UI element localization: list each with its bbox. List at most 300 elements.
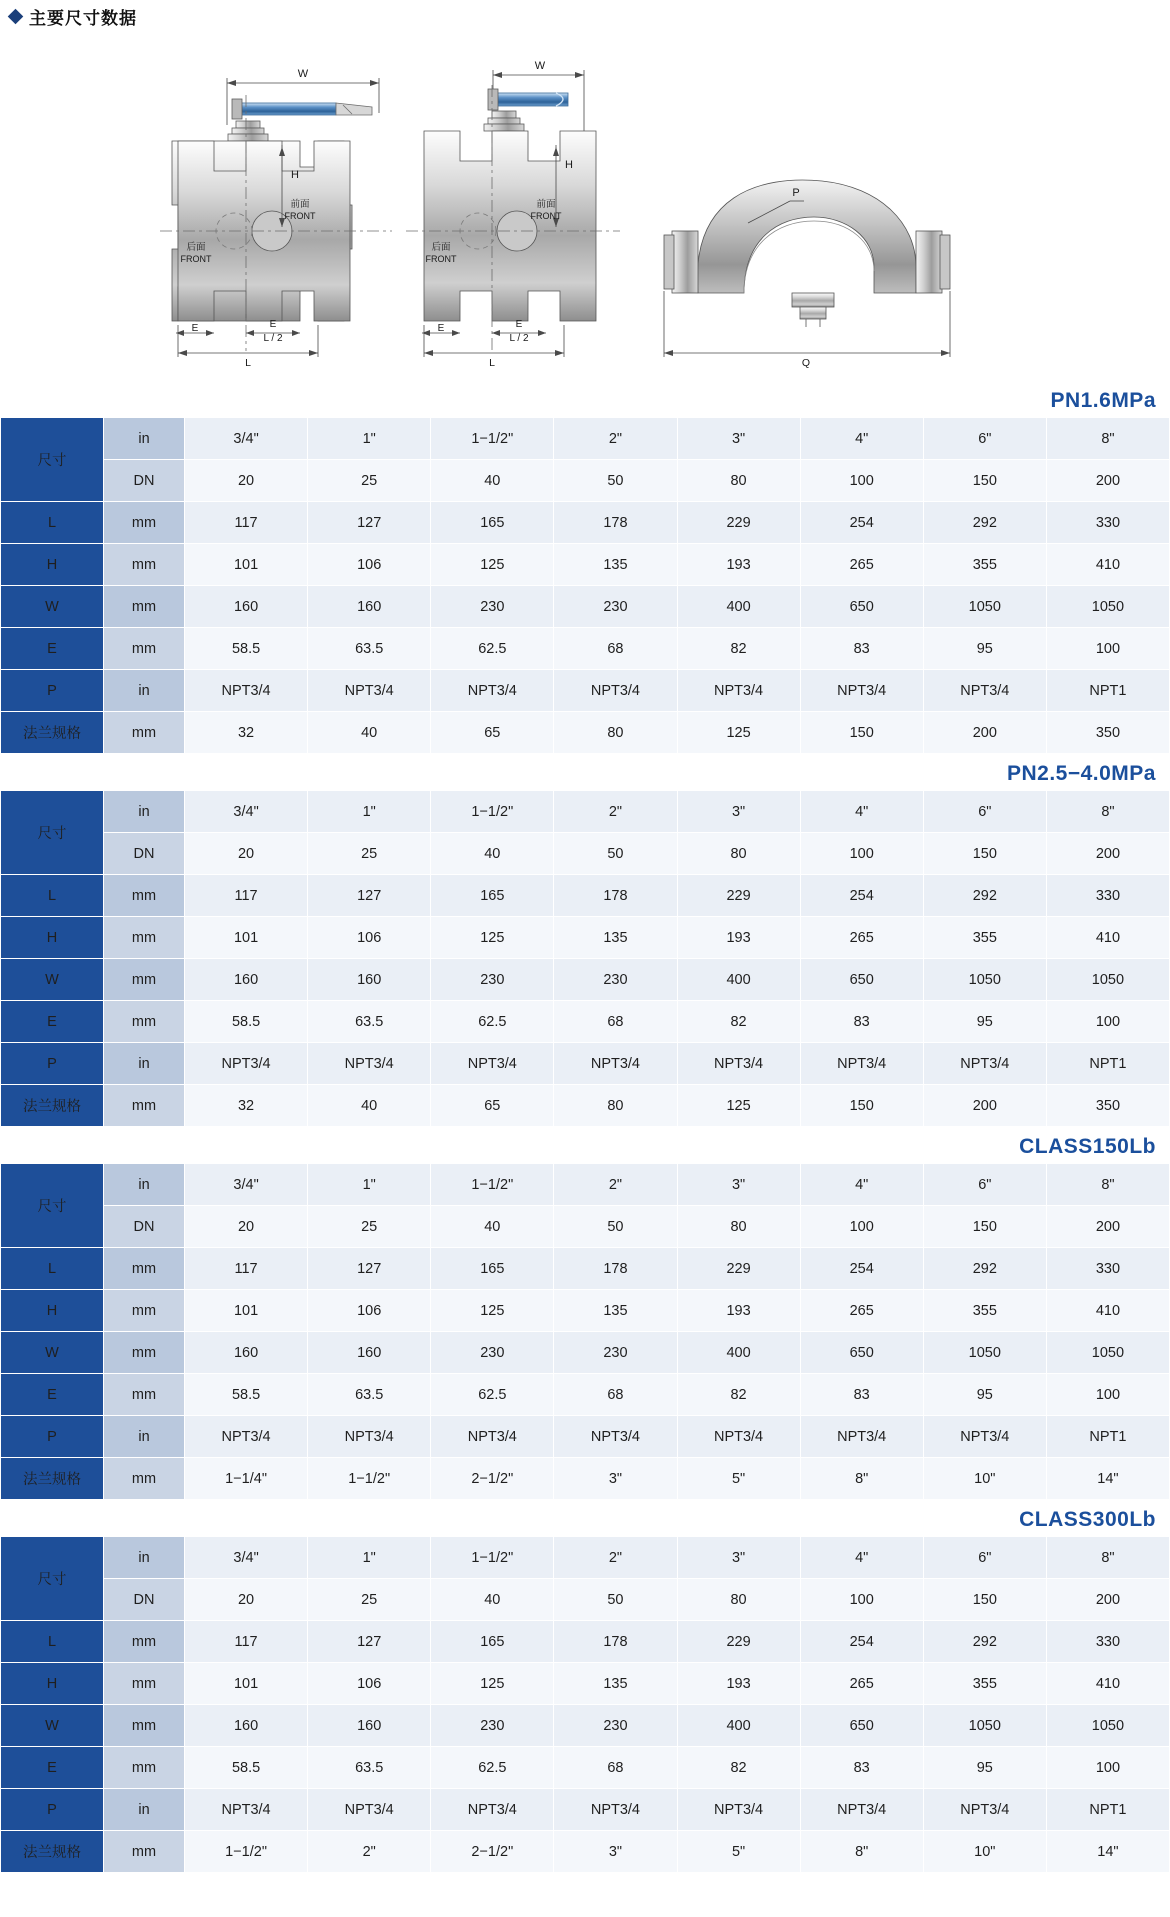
row-label: W bbox=[1, 1332, 104, 1374]
table-cell: 20 bbox=[185, 460, 308, 502]
dimension-table bbox=[0, 1163, 1170, 1500]
table-cell: 1050 bbox=[923, 586, 1046, 628]
table-cell: 2" bbox=[554, 791, 677, 833]
table-cell: NPT3/4 bbox=[185, 1043, 308, 1085]
table-cell: 200 bbox=[1046, 1206, 1169, 1248]
table-cell: 100 bbox=[800, 460, 923, 502]
table-cell: 100 bbox=[1046, 1374, 1169, 1416]
row-unit: mm bbox=[104, 1458, 185, 1500]
row-unit: mm bbox=[104, 959, 185, 1001]
table-cell: 230 bbox=[554, 1332, 677, 1374]
svg-text:H: H bbox=[291, 169, 299, 181]
table-cell: 62.5 bbox=[431, 628, 554, 670]
row-unit: mm bbox=[104, 712, 185, 754]
table-cell: 63.5 bbox=[308, 628, 431, 670]
row-label: E bbox=[1, 1374, 104, 1416]
dimension-tables bbox=[0, 383, 1170, 1873]
svg-text:E: E bbox=[269, 319, 277, 330]
table-cell: 80 bbox=[677, 1206, 800, 1248]
row-label: E bbox=[1, 1001, 104, 1043]
table-cell: 117 bbox=[185, 1621, 308, 1663]
row-label: 尺寸 bbox=[1, 418, 104, 502]
table-cell: 350 bbox=[1046, 712, 1169, 754]
table-cell: 62.5 bbox=[431, 1001, 554, 1043]
table-title: PN1.6MPa bbox=[1050, 389, 1156, 412]
table-cell: 5" bbox=[677, 1458, 800, 1500]
table-cell: 58.5 bbox=[185, 1374, 308, 1416]
row-unit: mm bbox=[104, 1332, 185, 1374]
table-cell: 95 bbox=[923, 1374, 1046, 1416]
table-cell: NPT3/4 bbox=[677, 1416, 800, 1458]
table-cell: 165 bbox=[431, 1248, 554, 1290]
row-unit: mm bbox=[104, 1705, 185, 1747]
row-label: P bbox=[1, 1416, 104, 1458]
table-cell: NPT3/4 bbox=[431, 670, 554, 712]
row-unit: mm bbox=[104, 544, 185, 586]
svg-text:P: P bbox=[792, 187, 800, 199]
table-cell: 350 bbox=[1046, 1085, 1169, 1127]
table-cell: 4" bbox=[800, 791, 923, 833]
table-cell: 68 bbox=[554, 1747, 677, 1789]
table-cell: 125 bbox=[431, 544, 554, 586]
table-cell: 8" bbox=[800, 1831, 923, 1873]
table-cell: 193 bbox=[677, 544, 800, 586]
table-cell: 20 bbox=[185, 833, 308, 875]
table-cell: 1−1/2" bbox=[431, 1164, 554, 1206]
table-cell: 230 bbox=[431, 959, 554, 1001]
table-cell: 400 bbox=[677, 959, 800, 1001]
svg-text:FRONT: FRONT bbox=[530, 211, 562, 221]
table-cell: 10" bbox=[923, 1831, 1046, 1873]
table-cell: 58.5 bbox=[185, 1747, 308, 1789]
svg-text:前面: 前面 bbox=[290, 199, 310, 210]
table-cell: NPT3/4 bbox=[308, 1416, 431, 1458]
table-row bbox=[1, 1374, 1170, 1416]
table-row bbox=[1, 1663, 1170, 1705]
dimension-table-block bbox=[0, 383, 1170, 754]
table-cell: 230 bbox=[554, 586, 677, 628]
table-cell: 63.5 bbox=[308, 1001, 431, 1043]
table-cell: 265 bbox=[800, 917, 923, 959]
table-cell: 58.5 bbox=[185, 1001, 308, 1043]
table-row bbox=[1, 502, 1170, 544]
table-cell: 117 bbox=[185, 875, 308, 917]
row-unit: mm bbox=[104, 628, 185, 670]
svg-text:后面: 后面 bbox=[186, 242, 206, 253]
table-cell: 230 bbox=[554, 1705, 677, 1747]
table-cell: 50 bbox=[554, 1579, 677, 1621]
row-unit: in bbox=[104, 1164, 185, 1206]
table-row bbox=[1, 1043, 1170, 1085]
table-row bbox=[1, 917, 1170, 959]
table-cell: 82 bbox=[677, 1747, 800, 1789]
table-cell: NPT3/4 bbox=[431, 1043, 554, 1085]
row-label: P bbox=[1, 1789, 104, 1831]
table-row bbox=[1, 1001, 1170, 1043]
table-cell: 100 bbox=[1046, 628, 1169, 670]
table-row bbox=[1, 628, 1170, 670]
table-cell: 68 bbox=[554, 628, 677, 670]
table-cell: 8" bbox=[1046, 1164, 1169, 1206]
table-cell: 410 bbox=[1046, 917, 1169, 959]
table-cell: 1" bbox=[308, 791, 431, 833]
table-cell: 254 bbox=[800, 1248, 923, 1290]
table-cell: 229 bbox=[677, 875, 800, 917]
table-cell: 229 bbox=[677, 1621, 800, 1663]
table-row bbox=[1, 1416, 1170, 1458]
table-cell: 6" bbox=[923, 1164, 1046, 1206]
table-cell: 229 bbox=[677, 502, 800, 544]
table-cell: 125 bbox=[677, 712, 800, 754]
table-cell: 20 bbox=[185, 1206, 308, 1248]
table-cell: 292 bbox=[923, 875, 1046, 917]
table-row bbox=[1, 1579, 1170, 1621]
table-title: CLASS150Lb bbox=[1019, 1135, 1156, 1158]
diamond-icon bbox=[8, 9, 24, 25]
row-unit: DN bbox=[104, 833, 185, 875]
table-cell: 25 bbox=[308, 1579, 431, 1621]
svg-text:FRONT: FRONT bbox=[284, 211, 316, 221]
table-cell: NPT3/4 bbox=[554, 1416, 677, 1458]
table-cell: 8" bbox=[1046, 418, 1169, 460]
table-cell: 650 bbox=[800, 959, 923, 1001]
table-cell: 82 bbox=[677, 1001, 800, 1043]
table-cell: 127 bbox=[308, 1248, 431, 1290]
table-cell: 160 bbox=[308, 1705, 431, 1747]
table-cell: 125 bbox=[431, 1663, 554, 1705]
table-cell: 82 bbox=[677, 628, 800, 670]
table-cell: 1−1/2" bbox=[431, 1537, 554, 1579]
row-unit: in bbox=[104, 1537, 185, 1579]
table-title: CLASS300Lb bbox=[1019, 1508, 1156, 1531]
table-cell: 65 bbox=[431, 712, 554, 754]
table-cell: 3/4" bbox=[185, 1537, 308, 1579]
row-unit: mm bbox=[104, 1621, 185, 1663]
row-unit: mm bbox=[104, 586, 185, 628]
table-cell: 1050 bbox=[1046, 1332, 1169, 1374]
table-row bbox=[1, 959, 1170, 1001]
table-cell: 58.5 bbox=[185, 628, 308, 670]
table-cell: 1050 bbox=[923, 1332, 1046, 1374]
table-cell: 160 bbox=[185, 1705, 308, 1747]
table-cell: NPT3/4 bbox=[308, 1789, 431, 1831]
table-cell: 106 bbox=[308, 544, 431, 586]
table-cell: 8" bbox=[1046, 791, 1169, 833]
table-cell: NPT3/4 bbox=[923, 1043, 1046, 1085]
table-cell: NPT3/4 bbox=[923, 1416, 1046, 1458]
table-cell: 106 bbox=[308, 1290, 431, 1332]
table-cell: 95 bbox=[923, 1747, 1046, 1789]
table-cell: 40 bbox=[431, 460, 554, 502]
table-cell: 165 bbox=[431, 1621, 554, 1663]
table-cell: 95 bbox=[923, 1001, 1046, 1043]
table-row bbox=[1, 1085, 1170, 1127]
table-cell: 355 bbox=[923, 1290, 1046, 1332]
table-cell: 1−1/2" bbox=[431, 418, 554, 460]
table-cell: 410 bbox=[1046, 1663, 1169, 1705]
row-label: L bbox=[1, 1248, 104, 1290]
table-title: PN2.5−4.0MPa bbox=[1006, 762, 1156, 785]
table-row bbox=[1, 1248, 1170, 1290]
svg-text:W: W bbox=[534, 60, 546, 72]
table-row bbox=[1, 1332, 1170, 1374]
svg-text:E: E bbox=[437, 323, 445, 334]
table-cell: 193 bbox=[677, 1290, 800, 1332]
table-cell: 150 bbox=[800, 1085, 923, 1127]
table-cell: 80 bbox=[677, 1579, 800, 1621]
table-cell: 230 bbox=[431, 586, 554, 628]
table-cell: 400 bbox=[677, 586, 800, 628]
table-cell: 125 bbox=[431, 917, 554, 959]
table-cell: 400 bbox=[677, 1332, 800, 1374]
table-cell: 100 bbox=[1046, 1001, 1169, 1043]
table-cell: 83 bbox=[800, 1001, 923, 1043]
row-label: E bbox=[1, 628, 104, 670]
table-cell: 3" bbox=[554, 1831, 677, 1873]
svg-text:E: E bbox=[515, 319, 523, 330]
table-cell: 10" bbox=[923, 1458, 1046, 1500]
table-cell: NPT3/4 bbox=[800, 670, 923, 712]
table-cell: 101 bbox=[185, 917, 308, 959]
table-cell: 101 bbox=[185, 1663, 308, 1705]
table-cell: 68 bbox=[554, 1374, 677, 1416]
table-cell: 3/4" bbox=[185, 791, 308, 833]
table-cell: 1050 bbox=[1046, 586, 1169, 628]
table-cell: 1050 bbox=[1046, 1705, 1169, 1747]
table-row bbox=[1, 1537, 1170, 1579]
table-cell: 82 bbox=[677, 1374, 800, 1416]
table-cell: 100 bbox=[800, 833, 923, 875]
table-cell: 230 bbox=[554, 959, 677, 1001]
table-cell: 160 bbox=[185, 586, 308, 628]
svg-text:L: L bbox=[245, 357, 251, 369]
table-cell: NPT3/4 bbox=[677, 1789, 800, 1831]
row-unit: in bbox=[104, 1789, 185, 1831]
row-unit: mm bbox=[104, 502, 185, 544]
svg-text:L: L bbox=[489, 357, 495, 369]
table-cell: 178 bbox=[554, 1621, 677, 1663]
table-cell: 3" bbox=[677, 1537, 800, 1579]
table-cell: 40 bbox=[308, 712, 431, 754]
table-cell: 165 bbox=[431, 502, 554, 544]
table-cell: 650 bbox=[800, 1705, 923, 1747]
table-cell: NPT3/4 bbox=[677, 670, 800, 712]
table-cell: 265 bbox=[800, 1663, 923, 1705]
row-unit: DN bbox=[104, 1206, 185, 1248]
table-cell: 127 bbox=[308, 502, 431, 544]
table-cell: 5" bbox=[677, 1831, 800, 1873]
row-unit: mm bbox=[104, 875, 185, 917]
table-cell: 200 bbox=[1046, 460, 1169, 502]
table-cell: 125 bbox=[431, 1290, 554, 1332]
table-row bbox=[1, 1290, 1170, 1332]
table-cell: 63.5 bbox=[308, 1747, 431, 1789]
row-label: 法兰规格 bbox=[1, 1458, 104, 1500]
table-row bbox=[1, 1831, 1170, 1873]
table-cell: NPT1 bbox=[1046, 670, 1169, 712]
table-cell: 160 bbox=[185, 959, 308, 1001]
row-label: P bbox=[1, 670, 104, 712]
table-cell: 3" bbox=[677, 418, 800, 460]
table-cell: 83 bbox=[800, 1374, 923, 1416]
row-unit: DN bbox=[104, 460, 185, 502]
svg-text:L / 2: L / 2 bbox=[509, 333, 529, 344]
table-cell: 50 bbox=[554, 833, 677, 875]
table-cell: 160 bbox=[308, 959, 431, 1001]
table-cell: NPT3/4 bbox=[800, 1043, 923, 1085]
table-cell: 1" bbox=[308, 418, 431, 460]
table-cell: 25 bbox=[308, 1206, 431, 1248]
table-cell: 100 bbox=[800, 1206, 923, 1248]
table-cell: 193 bbox=[677, 917, 800, 959]
row-unit: mm bbox=[104, 1001, 185, 1043]
table-cell: 25 bbox=[308, 460, 431, 502]
svg-text:前面: 前面 bbox=[536, 199, 556, 210]
table-cell: 117 bbox=[185, 502, 308, 544]
row-unit: mm bbox=[104, 1085, 185, 1127]
table-cell: 127 bbox=[308, 1621, 431, 1663]
svg-text:Q: Q bbox=[801, 357, 811, 369]
table-cell: 230 bbox=[431, 1705, 554, 1747]
table-cell: 1−1/2" bbox=[308, 1458, 431, 1500]
table-row bbox=[1, 460, 1170, 502]
table-cell: 265 bbox=[800, 1290, 923, 1332]
table-cell: 2" bbox=[308, 1831, 431, 1873]
table-row bbox=[1, 1458, 1170, 1500]
table-row bbox=[1, 1789, 1170, 1831]
row-label: 法兰规格 bbox=[1, 1831, 104, 1873]
row-label: L bbox=[1, 502, 104, 544]
table-cell: 292 bbox=[923, 1248, 1046, 1290]
table-cell: 2−1/2" bbox=[431, 1831, 554, 1873]
table-cell: 83 bbox=[800, 628, 923, 670]
table-cell: 40 bbox=[308, 1085, 431, 1127]
table-cell: 178 bbox=[554, 1248, 677, 1290]
dimension-table bbox=[0, 790, 1170, 1127]
table-cell: 1" bbox=[308, 1537, 431, 1579]
table-cell: 410 bbox=[1046, 1290, 1169, 1332]
table-cell: 400 bbox=[677, 1705, 800, 1747]
table-cell: 200 bbox=[1046, 1579, 1169, 1621]
table-cell: 3/4" bbox=[185, 418, 308, 460]
table-cell: 292 bbox=[923, 1621, 1046, 1663]
table-cell: 1" bbox=[308, 1164, 431, 1206]
table-cell: 100 bbox=[1046, 1747, 1169, 1789]
table-cell: NPT1 bbox=[1046, 1043, 1169, 1085]
table-cell: 25 bbox=[308, 833, 431, 875]
table-row bbox=[1, 875, 1170, 917]
table-cell: 1050 bbox=[923, 1705, 1046, 1747]
table-cell: 106 bbox=[308, 1663, 431, 1705]
row-label: W bbox=[1, 1705, 104, 1747]
row-unit: mm bbox=[104, 1248, 185, 1290]
dimension-table bbox=[0, 1536, 1170, 1873]
table-row bbox=[1, 833, 1170, 875]
table-row bbox=[1, 791, 1170, 833]
table-cell: 14" bbox=[1046, 1831, 1169, 1873]
table-cell: 3" bbox=[677, 791, 800, 833]
table-cell: 2" bbox=[554, 418, 677, 460]
table-cell: 1−1/4" bbox=[185, 1458, 308, 1500]
row-unit: mm bbox=[104, 1663, 185, 1705]
table-cell: 40 bbox=[431, 1206, 554, 1248]
table-row bbox=[1, 544, 1170, 586]
table-cell: 330 bbox=[1046, 1621, 1169, 1663]
table-cell: 165 bbox=[431, 875, 554, 917]
table-cell: 80 bbox=[677, 833, 800, 875]
row-label: L bbox=[1, 875, 104, 917]
table-cell: 355 bbox=[923, 544, 1046, 586]
row-unit: in bbox=[104, 670, 185, 712]
table-cell: 150 bbox=[923, 833, 1046, 875]
table-cell: 150 bbox=[923, 460, 1046, 502]
row-label: 尺寸 bbox=[1, 1537, 104, 1621]
table-cell: 200 bbox=[923, 712, 1046, 754]
table-cell: NPT3/4 bbox=[923, 1789, 1046, 1831]
page-title: 主要尺寸数据 bbox=[29, 9, 137, 28]
row-unit: DN bbox=[104, 1579, 185, 1621]
table-cell: 8" bbox=[1046, 1537, 1169, 1579]
svg-text:W: W bbox=[297, 68, 309, 80]
table-row bbox=[1, 670, 1170, 712]
row-unit: in bbox=[104, 1043, 185, 1085]
table-cell: 230 bbox=[431, 1332, 554, 1374]
table-cell: 330 bbox=[1046, 1248, 1169, 1290]
table-cell: 265 bbox=[800, 544, 923, 586]
table-cell: 20 bbox=[185, 1579, 308, 1621]
table-cell: 1−1/2" bbox=[185, 1831, 308, 1873]
page-header bbox=[0, 0, 1170, 35]
row-label: 法兰规格 bbox=[1, 1085, 104, 1127]
table-cell: 135 bbox=[554, 1663, 677, 1705]
dimension-table-block bbox=[0, 1129, 1170, 1500]
dimension-table-block bbox=[0, 756, 1170, 1127]
table-cell: 160 bbox=[308, 1332, 431, 1374]
row-label: 法兰规格 bbox=[1, 712, 104, 754]
table-cell: 80 bbox=[554, 1085, 677, 1127]
table-cell: 32 bbox=[185, 712, 308, 754]
svg-text:FRONT: FRONT bbox=[180, 254, 212, 264]
table-cell: NPT3/4 bbox=[554, 670, 677, 712]
table-cell: 62.5 bbox=[431, 1747, 554, 1789]
table-row bbox=[1, 1705, 1170, 1747]
table-cell: 6" bbox=[923, 791, 1046, 833]
dimension-drawing bbox=[0, 35, 1170, 383]
dimension-table bbox=[0, 417, 1170, 754]
table-cell: 125 bbox=[677, 1085, 800, 1127]
table-cell: 117 bbox=[185, 1248, 308, 1290]
table-cell: NPT3/4 bbox=[308, 670, 431, 712]
table-cell: 40 bbox=[431, 833, 554, 875]
table-cell: 1050 bbox=[1046, 959, 1169, 1001]
table-cell: 68 bbox=[554, 1001, 677, 1043]
table-row bbox=[1, 1747, 1170, 1789]
table-cell: 95 bbox=[923, 628, 1046, 670]
table-cell: 135 bbox=[554, 544, 677, 586]
table-cell: 135 bbox=[554, 917, 677, 959]
row-label: H bbox=[1, 1663, 104, 1705]
table-cell: 178 bbox=[554, 875, 677, 917]
table-cell: 330 bbox=[1046, 502, 1169, 544]
table-cell: 3" bbox=[554, 1458, 677, 1500]
table-cell: NPT3/4 bbox=[185, 1416, 308, 1458]
row-unit: mm bbox=[104, 1747, 185, 1789]
table-cell: 160 bbox=[185, 1332, 308, 1374]
svg-text:FRONT: FRONT bbox=[425, 254, 457, 264]
svg-text:H: H bbox=[565, 159, 573, 171]
table-cell: NPT3/4 bbox=[800, 1416, 923, 1458]
table-cell: 62.5 bbox=[431, 1374, 554, 1416]
